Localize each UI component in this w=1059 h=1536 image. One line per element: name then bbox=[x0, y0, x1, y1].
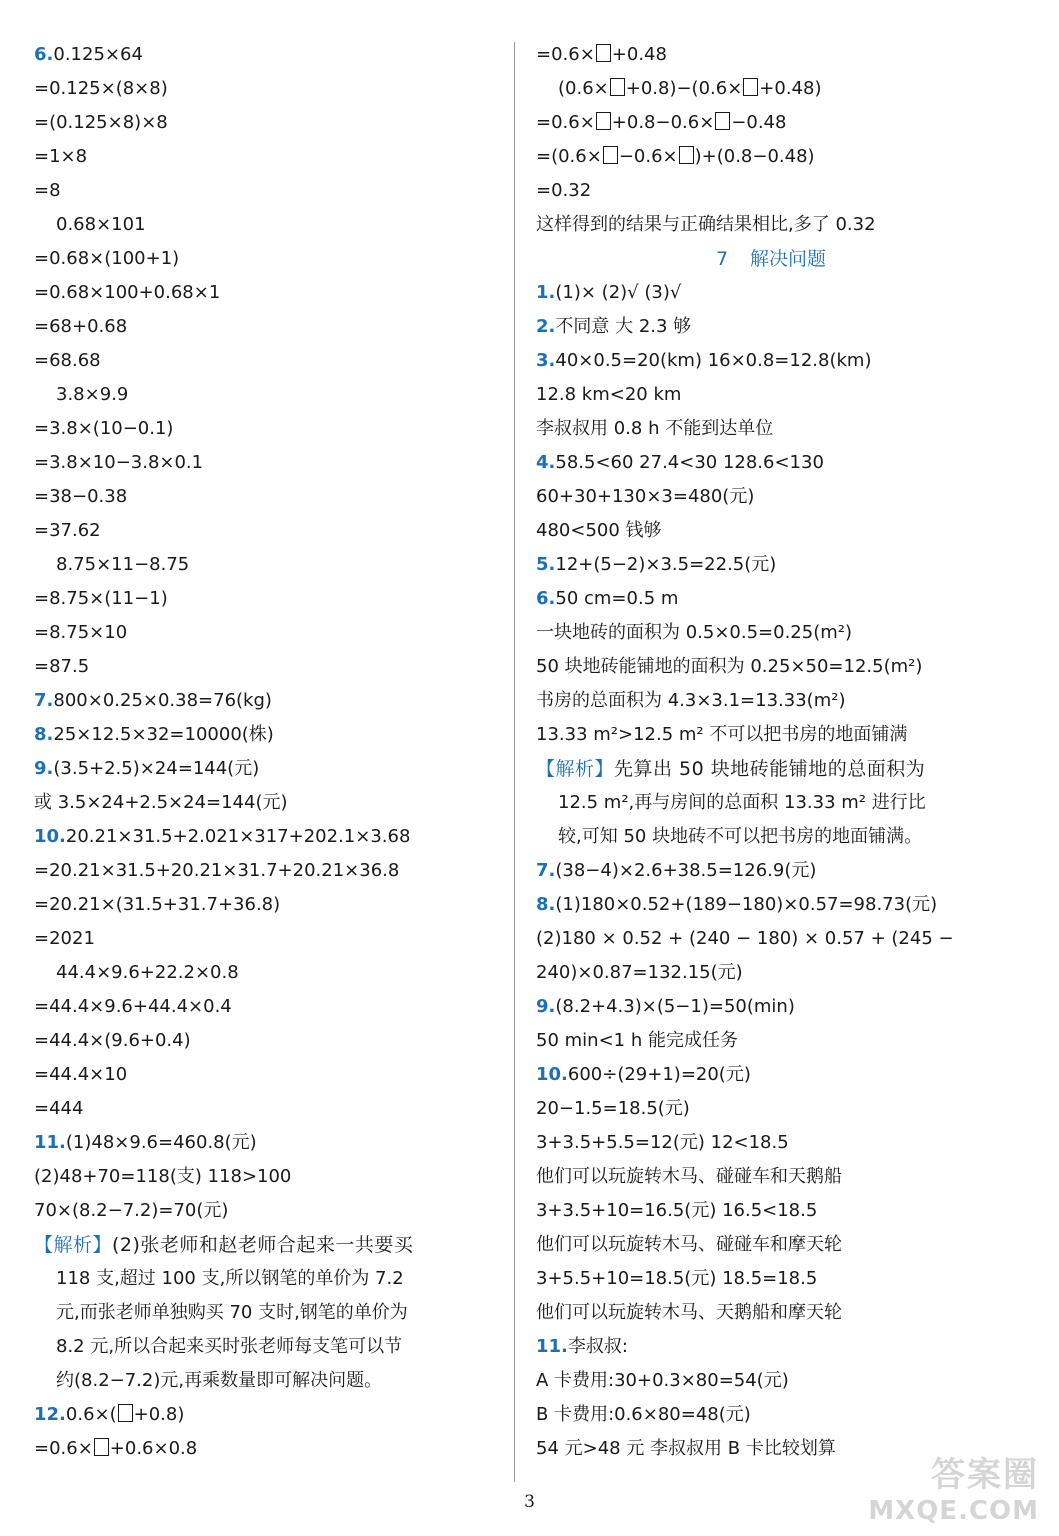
text-line bbox=[536, 1092, 1006, 1126]
line-text: 元,而张老师单独购买 70 支时,钢笔的单价为 bbox=[56, 1302, 408, 1323]
question-number: 10. bbox=[536, 1064, 568, 1085]
section-title: 解决问题 bbox=[750, 248, 827, 270]
section-number: 7 bbox=[715, 248, 729, 270]
text-line bbox=[34, 1296, 494, 1330]
line-text: 20.21×31.5+2.021×317+202.1×3.68 bbox=[65, 826, 411, 847]
line-text: (2)180 × 0.52 + (240 − 180) × 0.57 + (245 − bbox=[536, 928, 954, 949]
text-line bbox=[34, 718, 494, 752]
text-line bbox=[536, 1262, 1006, 1296]
line-text: (3.5+2.5)×24=144(元) bbox=[53, 758, 260, 779]
line-text: 他们可以玩旋转木马、天鹅船和摩天轮 bbox=[536, 1302, 842, 1323]
line-text: =20.21×31.5+20.21×31.7+20.21×36.8 bbox=[34, 860, 400, 881]
line-text: A 卡费用:30+0.3×80=54(元) bbox=[536, 1370, 789, 1391]
expression-segment: +0.8)−(0.6× bbox=[625, 78, 743, 99]
expression-segment: )+(0.8−0.48) bbox=[694, 146, 815, 167]
line-text: =44.4×(9.6+0.4) bbox=[34, 1030, 191, 1051]
line-text: 他们可以玩旋转木马、碰碰车和天鹅船 bbox=[536, 1166, 842, 1187]
text-line bbox=[536, 344, 1006, 378]
text-line bbox=[34, 412, 494, 446]
line-text: 25×12.5×32=10000(株) bbox=[53, 724, 274, 745]
text-line bbox=[536, 854, 1006, 888]
blank-box-icon bbox=[596, 112, 611, 130]
text-line bbox=[536, 1194, 1006, 1228]
line-text: =44.4×9.6+44.4×0.4 bbox=[34, 996, 232, 1017]
column-divider bbox=[514, 42, 515, 1482]
line-text: 8.75×11−8.75 bbox=[56, 554, 190, 575]
line-text: =1×8 bbox=[34, 146, 88, 167]
text-line bbox=[34, 854, 494, 888]
line-text: 不同意 大 2.3 够 bbox=[555, 316, 692, 337]
expression-segment: =0.6× bbox=[536, 112, 595, 133]
text-line bbox=[34, 1024, 494, 1058]
text-line bbox=[34, 922, 494, 956]
line-text: 240)×0.87=132.15(元) bbox=[536, 962, 743, 983]
line-text: 8.2 元,所以合起来买时张老师每支笔可以节 bbox=[56, 1336, 403, 1357]
blank-box-icon bbox=[596, 44, 611, 62]
question-number: 8. bbox=[536, 894, 556, 915]
text-line bbox=[34, 38, 494, 72]
question-number: 2. bbox=[536, 316, 556, 337]
text-line bbox=[536, 1296, 1006, 1330]
text-line bbox=[34, 106, 494, 140]
line-text: =(0.125×8)×8 bbox=[34, 112, 168, 133]
text-line bbox=[34, 276, 494, 310]
text-line bbox=[34, 72, 494, 106]
text-line bbox=[536, 446, 1006, 480]
line-text: 600÷(29+1)=20(元) bbox=[567, 1064, 751, 1085]
text-line bbox=[34, 310, 494, 344]
line-text: =87.5 bbox=[34, 656, 90, 677]
text-line bbox=[34, 1092, 494, 1126]
line-text: 12+(5−2)×3.5=22.5(元) bbox=[555, 554, 777, 575]
line-text: =8 bbox=[34, 180, 61, 201]
text-line bbox=[34, 582, 494, 616]
line-text: 较,可知 50 块地砖不可以把书房的地面铺满。 bbox=[558, 826, 923, 847]
expression-segment: +0.6×0.8 bbox=[109, 1438, 198, 1459]
text-line bbox=[34, 820, 494, 854]
text-line bbox=[536, 1058, 1006, 1092]
line-text: 50 cm=0.5 m bbox=[555, 588, 679, 609]
text-line bbox=[536, 480, 1006, 514]
expression-segment: −0.6× bbox=[618, 146, 678, 167]
text-line bbox=[536, 208, 1006, 242]
line-text: =68.68 bbox=[34, 350, 101, 371]
expression-segment: +0.48) bbox=[759, 78, 822, 99]
text-line bbox=[536, 38, 1006, 72]
text-line bbox=[34, 1364, 494, 1398]
line-text: 李叔叔: bbox=[567, 1336, 628, 1357]
line-text: 3+3.5+5.5=12(元) 12<18.5 bbox=[536, 1132, 789, 1153]
text-line bbox=[536, 72, 1006, 106]
text-line bbox=[536, 1364, 1006, 1398]
text-line bbox=[34, 1432, 494, 1466]
line-text: 3.8×9.9 bbox=[56, 384, 129, 405]
left-column bbox=[34, 38, 494, 1466]
text-line bbox=[34, 1126, 494, 1160]
line-text: 3+3.5+10=16.5(元) 16.5<18.5 bbox=[536, 1200, 818, 1221]
blank-box-icon bbox=[610, 78, 625, 96]
text-line bbox=[536, 1024, 1006, 1058]
text-line bbox=[34, 990, 494, 1024]
text-line bbox=[536, 650, 1006, 684]
line-text: (2)48+70=118(支) 118>100 bbox=[34, 1166, 292, 1187]
line-text: 一块地砖的面积为 0.5×0.5=0.25(m²) bbox=[536, 622, 853, 643]
question-number: 6. bbox=[536, 588, 556, 609]
blank-box-icon bbox=[118, 1404, 133, 1422]
text-line bbox=[34, 1058, 494, 1092]
expression-segment: =0.6× bbox=[34, 1438, 93, 1459]
text-line bbox=[34, 344, 494, 378]
question-number: 11. bbox=[34, 1132, 66, 1153]
text-line bbox=[536, 922, 1006, 956]
expression-segment: =(0.6× bbox=[536, 146, 602, 167]
text-line bbox=[34, 616, 494, 650]
question-number: 4. bbox=[536, 452, 556, 473]
blank-box-icon bbox=[603, 146, 618, 164]
text-line bbox=[34, 650, 494, 684]
line-text: 58.5<60 27.4<30 128.6<130 bbox=[555, 452, 824, 473]
text-line bbox=[536, 514, 1006, 548]
watermark-logo: 答案圈 bbox=[931, 1455, 1039, 1495]
line-text: =20.21×(31.5+31.7+36.8) bbox=[34, 894, 281, 915]
text-line bbox=[536, 1160, 1006, 1194]
expression-segment: +0.48 bbox=[611, 44, 667, 65]
analysis-tag: 【解析】 bbox=[536, 758, 615, 780]
text-line bbox=[34, 1330, 494, 1364]
line-text: =8.75×10 bbox=[34, 622, 128, 643]
expression-segment: 0.6×( bbox=[65, 1404, 117, 1425]
watermark-url: MXQE.COM bbox=[868, 1496, 1039, 1526]
text-line bbox=[34, 548, 494, 582]
line-text: 或 3.5×24+2.5×24=144(元) bbox=[34, 792, 288, 813]
line-text: 800×0.25×0.38=76(kg) bbox=[53, 690, 272, 711]
text-line bbox=[536, 1330, 1006, 1364]
text-line bbox=[536, 616, 1006, 650]
text-line bbox=[536, 140, 1006, 174]
line-text: =38−0.38 bbox=[34, 486, 128, 507]
line-text: 3+5.5+10=18.5(元) 18.5=18.5 bbox=[536, 1268, 818, 1289]
line-text: 书房的总面积为 4.3×3.1=13.33(m²) bbox=[536, 690, 846, 711]
text-line bbox=[34, 1160, 494, 1194]
line-text: 20−1.5=18.5(元) bbox=[536, 1098, 690, 1119]
text-line bbox=[34, 480, 494, 514]
text-line bbox=[34, 1228, 494, 1262]
blank-box-icon bbox=[94, 1438, 109, 1456]
blank-box-icon bbox=[743, 78, 758, 96]
line-text: 60+30+130×3=480(元) bbox=[536, 486, 755, 507]
line-text: 0.68×101 bbox=[56, 214, 146, 235]
line-text: 先算出 50 块地砖能铺地的总面积为 bbox=[614, 758, 926, 780]
text-line bbox=[34, 1262, 494, 1296]
line-text: =2021 bbox=[34, 928, 95, 949]
text-line bbox=[536, 310, 1006, 344]
text-line bbox=[34, 786, 494, 820]
text-line bbox=[536, 106, 1006, 140]
line-text: 40×0.5=20(km) 16×0.8=12.8(km) bbox=[555, 350, 872, 371]
line-text: =444 bbox=[34, 1098, 84, 1119]
text-line bbox=[536, 378, 1006, 412]
expression-segment: +0.8) bbox=[133, 1404, 185, 1425]
watermark bbox=[868, 1447, 1039, 1526]
text-line bbox=[536, 276, 1006, 310]
line-text: 13.33 m²>12.5 m² 不可以把书房的地面铺满 bbox=[536, 724, 908, 745]
text-line bbox=[536, 820, 1006, 854]
line-text: =44.4×10 bbox=[34, 1064, 128, 1085]
question-number: 3. bbox=[536, 350, 556, 371]
line-text: (8.2+4.3)×(5−1)=50(min) bbox=[555, 996, 795, 1017]
page-number: 3 bbox=[524, 1492, 535, 1512]
line-text: =3.8×10−3.8×0.1 bbox=[34, 452, 204, 473]
text-line bbox=[34, 140, 494, 174]
line-text: 50 块地砖能铺地的面积为 0.25×50=12.5(m²) bbox=[536, 656, 923, 677]
text-line bbox=[536, 1126, 1006, 1160]
line-text: 54 元>48 元 李叔叔用 B 卡比较划算 bbox=[536, 1438, 836, 1459]
text-line bbox=[536, 718, 1006, 752]
question-number: 9. bbox=[536, 996, 556, 1017]
text-line bbox=[34, 514, 494, 548]
line-text: (1)× (2)√ (3)√ bbox=[555, 282, 682, 303]
text-line bbox=[34, 242, 494, 276]
line-text: 44.4×9.6+22.2×0.8 bbox=[56, 962, 239, 983]
line-text: B 卡费用:0.6×80=48(元) bbox=[536, 1404, 751, 1425]
text-line bbox=[536, 888, 1006, 922]
line-text: =0.68×(100+1) bbox=[34, 248, 180, 269]
question-number: 5. bbox=[536, 554, 556, 575]
line-text: 50 min<1 h 能完成任务 bbox=[536, 1030, 738, 1051]
line-text: 他们可以玩旋转木马、碰碰车和摩天轮 bbox=[536, 1234, 842, 1255]
line-text: =8.75×(11−1) bbox=[34, 588, 168, 609]
text-line bbox=[34, 1398, 494, 1432]
line-text: 118 支,超过 100 支,所以钢笔的单价为 7.2 bbox=[56, 1268, 404, 1289]
question-number: 10. bbox=[34, 826, 66, 847]
text-line bbox=[34, 956, 494, 990]
text-line bbox=[536, 684, 1006, 718]
line-text: (1)180×0.52+(189−180)×0.57=98.73(元) bbox=[555, 894, 938, 915]
analysis-tag: 【解析】 bbox=[34, 1234, 113, 1256]
text-line bbox=[536, 1228, 1006, 1262]
expression-segment: =0.6× bbox=[536, 44, 595, 65]
text-line bbox=[536, 956, 1006, 990]
text-line bbox=[34, 446, 494, 480]
text-line bbox=[536, 548, 1006, 582]
question-number: 7. bbox=[34, 690, 54, 711]
text-line bbox=[536, 174, 1006, 208]
text-line bbox=[536, 752, 1006, 786]
line-text: =0.68×100+0.68×1 bbox=[34, 282, 221, 303]
line-text: 480<500 钱够 bbox=[536, 520, 662, 541]
question-number: 12. bbox=[34, 1404, 66, 1425]
line-text: 约(8.2−7.2)元,再乘数量即可解决问题。 bbox=[56, 1370, 383, 1391]
text-line bbox=[536, 786, 1006, 820]
line-text: (1)48×9.6=460.8(元) bbox=[65, 1132, 257, 1153]
line-text: =3.8×(10−0.1) bbox=[34, 418, 174, 439]
question-number: 11. bbox=[536, 1336, 568, 1357]
line-text: 0.125×64 bbox=[53, 44, 143, 65]
question-number: 9. bbox=[34, 758, 54, 779]
question-number: 7. bbox=[536, 860, 556, 881]
line-text: 李叔叔用 0.8 h 不能到达单位 bbox=[536, 418, 774, 439]
line-text: 12.8 km<20 km bbox=[536, 384, 682, 405]
text-line bbox=[536, 990, 1006, 1024]
expression-segment: (0.6× bbox=[558, 78, 609, 99]
text-line bbox=[536, 412, 1006, 446]
blank-box-icon bbox=[715, 112, 730, 130]
line-text: 这样得到的结果与正确结果相比,多了 0.32 bbox=[536, 214, 876, 235]
text-line bbox=[34, 378, 494, 412]
question-number: 8. bbox=[34, 724, 54, 745]
text-line bbox=[34, 888, 494, 922]
text-line bbox=[536, 582, 1006, 616]
right-column bbox=[536, 38, 1006, 1466]
line-text: =37.62 bbox=[34, 520, 101, 541]
question-number: 6. bbox=[34, 44, 54, 65]
line-text: =0.125×(8×8) bbox=[34, 78, 168, 99]
line-text: (2)张老师和赵老师合起来一共要买 bbox=[112, 1234, 414, 1256]
line-text: 70×(8.2−7.2)=70(元) bbox=[34, 1200, 229, 1221]
text-line bbox=[34, 752, 494, 786]
expression-segment: −0.48 bbox=[731, 112, 787, 133]
blank-box-icon bbox=[679, 146, 694, 164]
text-line bbox=[34, 174, 494, 208]
line-text: 12.5 m²,再与房间的总面积 13.33 m² 进行比 bbox=[558, 792, 926, 813]
section-heading bbox=[536, 242, 1006, 276]
text-line bbox=[34, 208, 494, 242]
line-text: =0.32 bbox=[536, 180, 592, 201]
line-text: =68+0.68 bbox=[34, 316, 128, 337]
text-line bbox=[34, 684, 494, 718]
expression-segment: +0.8−0.6× bbox=[611, 112, 715, 133]
line-text: (38−4)×2.6+38.5=126.9(元) bbox=[555, 860, 817, 881]
question-number: 1. bbox=[536, 282, 556, 303]
text-line bbox=[536, 1398, 1006, 1432]
text-line bbox=[34, 1194, 494, 1228]
